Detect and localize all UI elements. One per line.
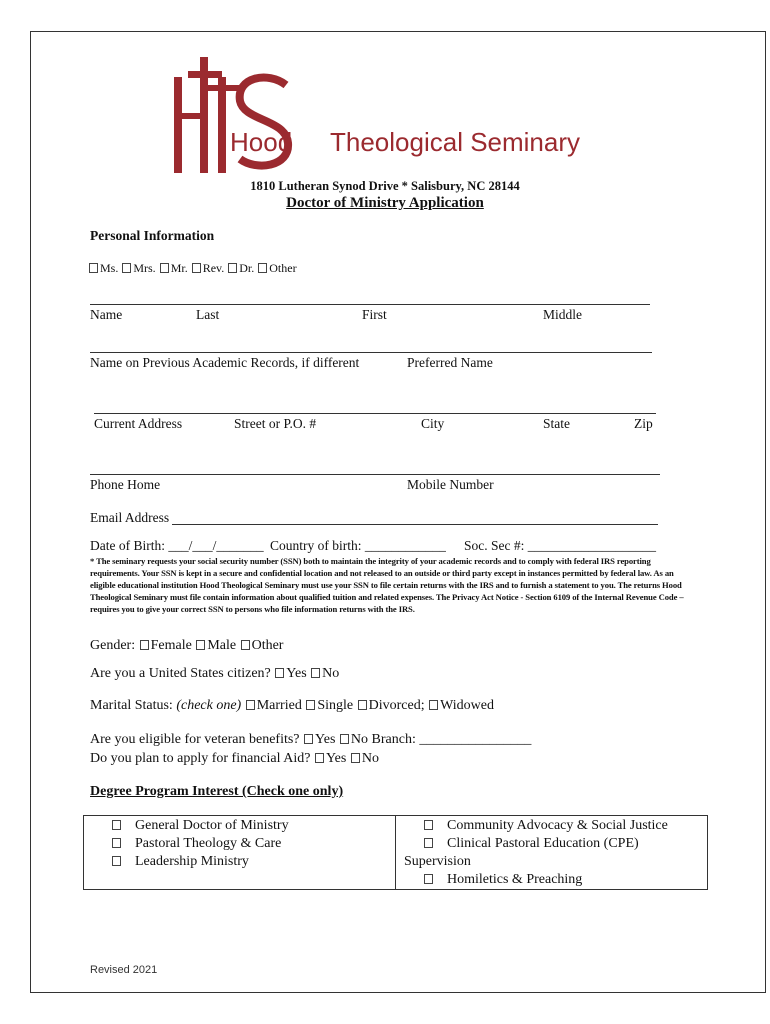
address-input-line[interactable] xyxy=(94,413,656,414)
checkbox-icon[interactable] xyxy=(112,856,121,866)
checkbox-icon[interactable] xyxy=(424,874,433,884)
option-aid-no: No xyxy=(361,751,379,766)
option-other: Other xyxy=(269,261,297,275)
label-phone-home: Phone Home xyxy=(90,477,161,492)
personal-info-heading: Personal Information xyxy=(90,228,215,243)
logo-name-part2: Theological Seminary xyxy=(330,127,581,157)
program-heading: Degree Program Interest (Check one only) xyxy=(90,784,344,799)
option-dr: Dr. xyxy=(239,261,255,275)
citizen-label: Are you a United States citizen? xyxy=(90,666,271,681)
option-rev: Rev. xyxy=(202,261,225,275)
checkbox-ms[interactable] xyxy=(89,263,98,273)
option-female: Female xyxy=(150,638,192,653)
checkbox-female[interactable] xyxy=(140,640,149,650)
citizen-row xyxy=(90,666,339,682)
option-mrs: Mrs. xyxy=(133,261,156,275)
checkbox-citizen-no[interactable] xyxy=(311,668,320,678)
program-column-right xyxy=(396,816,708,890)
label-country: Country of birth: ____________ xyxy=(270,538,446,553)
name-input-line[interactable] xyxy=(90,304,650,305)
checkbox-dr[interactable] xyxy=(228,263,237,273)
seminary-logo xyxy=(140,55,640,175)
label-ssn: Soc. Sec #: ___________________ xyxy=(464,538,656,553)
marital-hint: (check one) xyxy=(176,698,242,713)
program-column-left xyxy=(84,816,396,890)
checkbox-divorced[interactable] xyxy=(358,700,367,710)
checkbox-citizen-yes[interactable] xyxy=(275,668,284,678)
seminary-address: 1810 Lutheran Synod Drive * Salisbury, NC 28144 xyxy=(250,179,520,193)
option-aid-yes: Yes xyxy=(325,751,347,766)
program-option[interactable]: Clinical Pastoral Education (CPE) Supervision xyxy=(404,836,639,869)
option-married: Married xyxy=(256,698,302,713)
checkbox-widowed[interactable] xyxy=(429,700,438,710)
option-male: Male xyxy=(207,638,237,653)
honorific-options xyxy=(88,261,297,276)
label-zip: Zip xyxy=(634,416,653,431)
option-widowed: Widowed xyxy=(440,698,494,713)
label-state: State xyxy=(543,416,570,431)
label-previous-name: Name on Previous Academic Records, if different xyxy=(90,355,360,370)
program-option[interactable]: Leadership Ministry xyxy=(92,853,395,871)
option-citizen-no: No xyxy=(322,666,340,681)
label-name: Name xyxy=(90,307,123,322)
label-street: Street or P.O. # xyxy=(234,416,317,431)
gender-label: Gender: xyxy=(90,638,136,653)
option-gender-other: Other xyxy=(251,638,284,653)
option-veteran-yes: Yes xyxy=(315,732,336,747)
checkbox-icon[interactable] xyxy=(424,838,433,848)
revision-note: Revised 2021 xyxy=(90,964,158,976)
label-current-address: Current Address xyxy=(94,416,183,431)
label-dob: Date of Birth: ___/___/_______ xyxy=(90,538,264,553)
financial-aid-label: Do you plan to apply for financial Aid? xyxy=(90,751,311,766)
checkbox-aid-yes[interactable] xyxy=(315,753,324,763)
option-ms: Ms. xyxy=(100,261,119,275)
email-input-line[interactable] xyxy=(172,524,658,525)
option-mr: Mr. xyxy=(170,261,188,275)
label-last: Last xyxy=(196,307,220,322)
gender-row xyxy=(90,638,283,654)
option-veteran-no: No Branch: ________________ xyxy=(350,732,532,747)
logo-name-part1: Hood xyxy=(230,127,293,157)
previous-name-input-line[interactable] xyxy=(90,352,652,353)
checkbox-icon[interactable] xyxy=(112,820,121,830)
checkbox-gender-other[interactable] xyxy=(241,640,250,650)
label-city: City xyxy=(421,416,445,431)
program-option[interactable]: Community Advocacy & Social Justice xyxy=(404,817,707,835)
checkbox-aid-no[interactable] xyxy=(351,753,360,763)
veteran-label: Are you eligible for veteran benefits? xyxy=(90,732,300,747)
label-email: Email Address xyxy=(90,510,170,525)
option-single: Single xyxy=(317,698,354,713)
program-option[interactable]: Homiletics & Preaching xyxy=(404,871,707,889)
label-mobile: Mobile Number xyxy=(407,477,494,492)
form-title: Doctor of Ministry Application xyxy=(286,195,484,211)
ssn-notice: * The seminary requests your social security number (SSN) both to maintain the integrity of your academic records and to comply with federal IRS reporting requirements. Your SSN is kept in a secure and confidential location and not released to an outside or third party except in instances permitted by federal law. As an eligible educational institution Hood Theological Seminary must use your SSN to file certain returns with the IRS and to furnish a statement to you. The returns Hood Theological Seminary must file contain information about qualified tuition and related expenses. The Privacy Act Notice - Section 6109 of the Internal Revenue Code – requires you to give your correct SSN to persons who file information returns with the IRS. xyxy=(90,556,684,614)
label-first: First xyxy=(362,307,387,322)
label-middle: Middle xyxy=(543,307,582,322)
program-option[interactable]: General Doctor of Ministry xyxy=(92,817,395,835)
marital-label: Marital Status: xyxy=(90,698,173,713)
option-divorced: Divorced; xyxy=(368,698,425,713)
veteran-row xyxy=(90,732,531,748)
label-preferred-name: Preferred Name xyxy=(407,355,493,370)
program-table xyxy=(83,815,708,890)
checkbox-rev[interactable] xyxy=(192,263,201,273)
checkbox-mrs[interactable] xyxy=(122,263,131,273)
checkbox-other[interactable] xyxy=(258,263,267,273)
checkbox-icon[interactable] xyxy=(112,838,121,848)
checkbox-male[interactable] xyxy=(196,640,205,650)
financial-aid-row xyxy=(90,751,379,767)
option-citizen-yes: Yes xyxy=(286,666,307,681)
marital-row xyxy=(90,698,494,714)
checkbox-married[interactable] xyxy=(246,700,255,710)
checkbox-veteran-no[interactable] xyxy=(340,734,349,744)
phone-input-line[interactable] xyxy=(90,474,660,475)
program-option[interactable]: Pastoral Theology & Care xyxy=(92,835,395,853)
checkbox-icon[interactable] xyxy=(424,820,433,830)
checkbox-veteran-yes[interactable] xyxy=(304,734,313,744)
checkbox-single[interactable] xyxy=(306,700,315,710)
checkbox-mr[interactable] xyxy=(160,263,169,273)
